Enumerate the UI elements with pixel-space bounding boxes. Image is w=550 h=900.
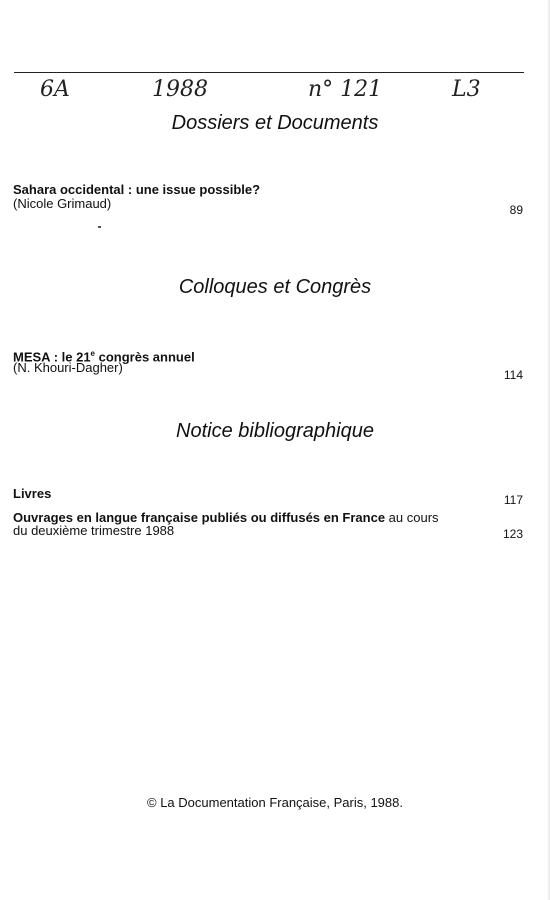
entry-author: (Nicole Grimaud) [13, 196, 112, 211]
entry-subtitle: du deuxième trimestre 1988 [13, 523, 175, 538]
ordinal-suffix: e [90, 349, 95, 358]
scan-speck [98, 226, 101, 228]
handwritten-note: 6A [40, 77, 70, 102]
page-number: 89 [509, 203, 523, 217]
handwritten-note: L3 [452, 77, 481, 102]
page-number: 123 [502, 527, 523, 541]
handwritten-note: 1988 [152, 77, 208, 102]
top-rule [14, 72, 524, 73]
entry-title-rest: congrès annuel [95, 349, 195, 365]
section-heading: Colloques et Congrès [178, 276, 372, 298]
entry-author: (N. Khouri-Dagher) [13, 360, 123, 375]
entry-title-main: MESA : le 21 [13, 349, 91, 365]
entry-title: Livres [13, 486, 52, 501]
entry-title-rest: au cours [385, 510, 439, 525]
entry-title: Sahara occidental : une issue possible? [13, 182, 261, 197]
entry-title-main: Ouvrages en langue française publiés ou diffusés en France [13, 510, 386, 525]
copyright-notice: © La Documentation Française, Paris, 1988. [147, 795, 403, 810]
section-heading: Notice bibliographique [176, 420, 374, 442]
page-number: 117 [503, 493, 523, 507]
section-heading: Dossiers et Documents [171, 112, 379, 134]
page-number: 114 [503, 368, 523, 382]
handwritten-note: n° 121 [308, 77, 383, 102]
